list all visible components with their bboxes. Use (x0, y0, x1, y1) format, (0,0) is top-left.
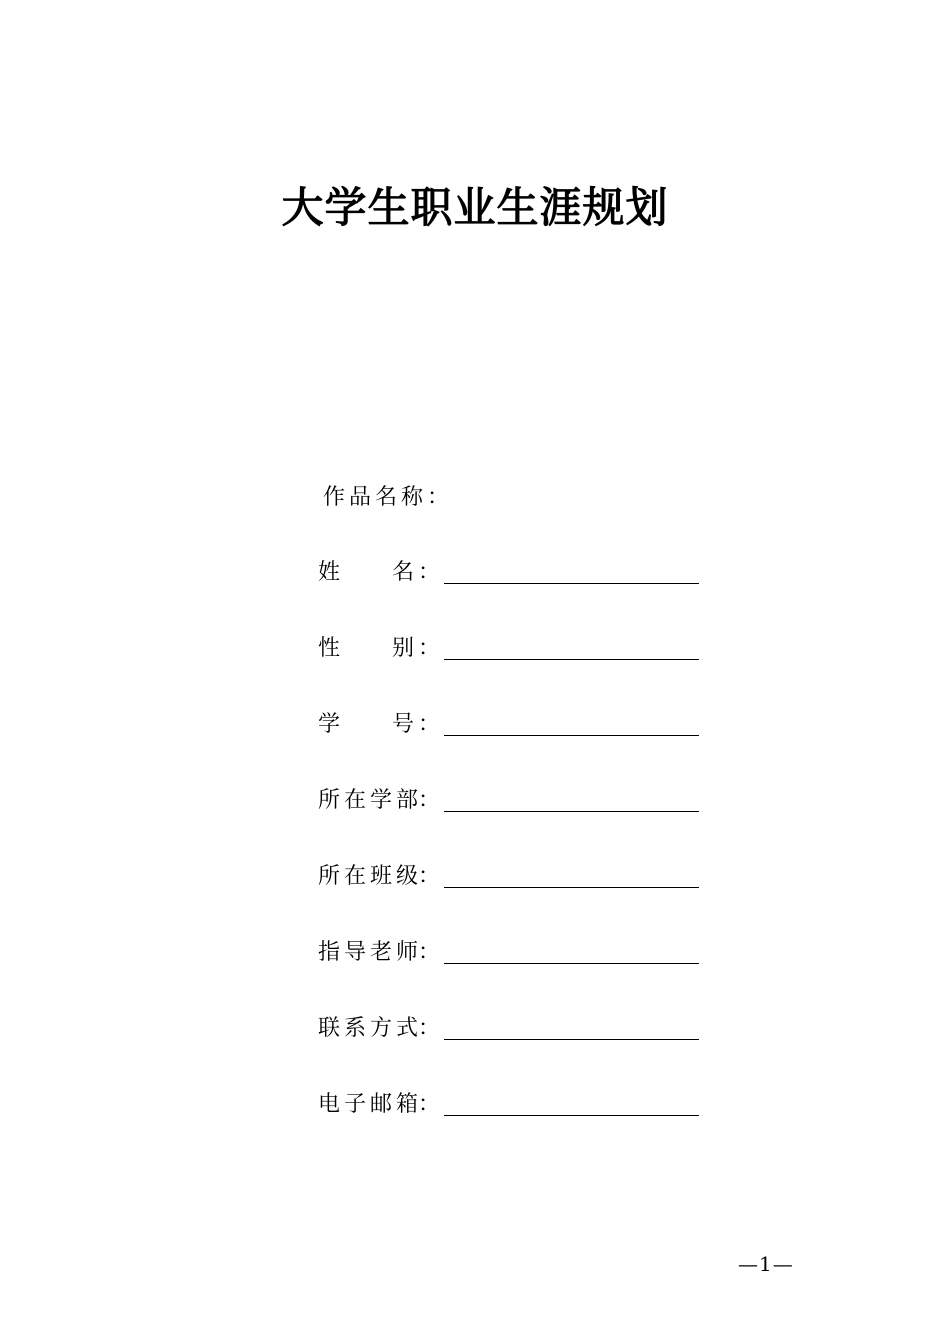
page-number: —1— (738, 1252, 794, 1276)
label-char: 箱 (396, 1092, 423, 1117)
field-label (318, 937, 442, 969)
label-char: 级 (396, 864, 423, 889)
field-label (318, 557, 442, 589)
form-row-advisor (318, 937, 708, 1013)
label-char: 方 (370, 1016, 397, 1041)
label-char: 在 (344, 788, 371, 813)
label-colon: ： (418, 1016, 441, 1041)
name-fill-line[interactable] (444, 583, 699, 584)
label-char: 性 (318, 636, 345, 661)
class-fill-line[interactable] (444, 887, 699, 888)
field-label (318, 861, 442, 893)
label-char: 学 (370, 788, 397, 813)
label-colon: ： (418, 864, 441, 889)
label-char: 号 (391, 712, 418, 737)
label-char: 指 (318, 940, 345, 965)
field-label (318, 1013, 442, 1045)
form-row-department (318, 785, 708, 861)
label-char: 学 (318, 712, 345, 737)
student-id-fill-line[interactable] (444, 735, 699, 736)
label-char: 式 (396, 1016, 423, 1041)
label-colon: ： (418, 560, 441, 585)
advisor-fill-line[interactable] (444, 963, 699, 964)
label-char: 邮 (370, 1092, 397, 1117)
label-char: 老 (370, 940, 397, 965)
label-char: 电 (318, 1092, 345, 1117)
work-name-label: 作品名称： (323, 485, 454, 510)
department-fill-line[interactable] (444, 811, 699, 812)
field-label (318, 709, 442, 741)
gender-fill-line[interactable] (444, 659, 699, 660)
label-char: 联 (318, 1016, 345, 1041)
label-colon: ： (418, 788, 441, 813)
label-char: 姓 (318, 560, 345, 585)
field-label (318, 633, 442, 665)
document-title: 大学生职业生涯规划 (281, 183, 669, 232)
label-char: 系 (344, 1016, 371, 1041)
label-colon: ： (418, 636, 441, 661)
label-colon: ： (418, 712, 441, 737)
label-char: 别 (391, 636, 418, 661)
form-row-email (318, 1089, 708, 1165)
form-row-gender (318, 633, 708, 709)
email-fill-line[interactable] (444, 1115, 699, 1116)
label-colon: ： (418, 1092, 441, 1117)
label-char: 部 (396, 788, 423, 813)
contact-fill-line[interactable] (444, 1039, 699, 1040)
label-char: 所 (318, 788, 345, 813)
label-char: 所 (318, 864, 345, 889)
label-char: 名 (391, 560, 418, 585)
label-char: 在 (344, 864, 371, 889)
field-label (318, 1089, 442, 1121)
form-row-class (318, 861, 708, 937)
label-colon: ： (418, 940, 441, 965)
label-char: 子 (344, 1092, 371, 1117)
field-label (318, 785, 442, 817)
label-char: 师 (396, 940, 423, 965)
info-form (318, 557, 708, 1165)
form-row-name (318, 557, 708, 633)
label-char: 导 (344, 940, 371, 965)
form-row-student-id (318, 709, 708, 785)
form-row-contact (318, 1013, 708, 1089)
label-char: 班 (370, 864, 397, 889)
